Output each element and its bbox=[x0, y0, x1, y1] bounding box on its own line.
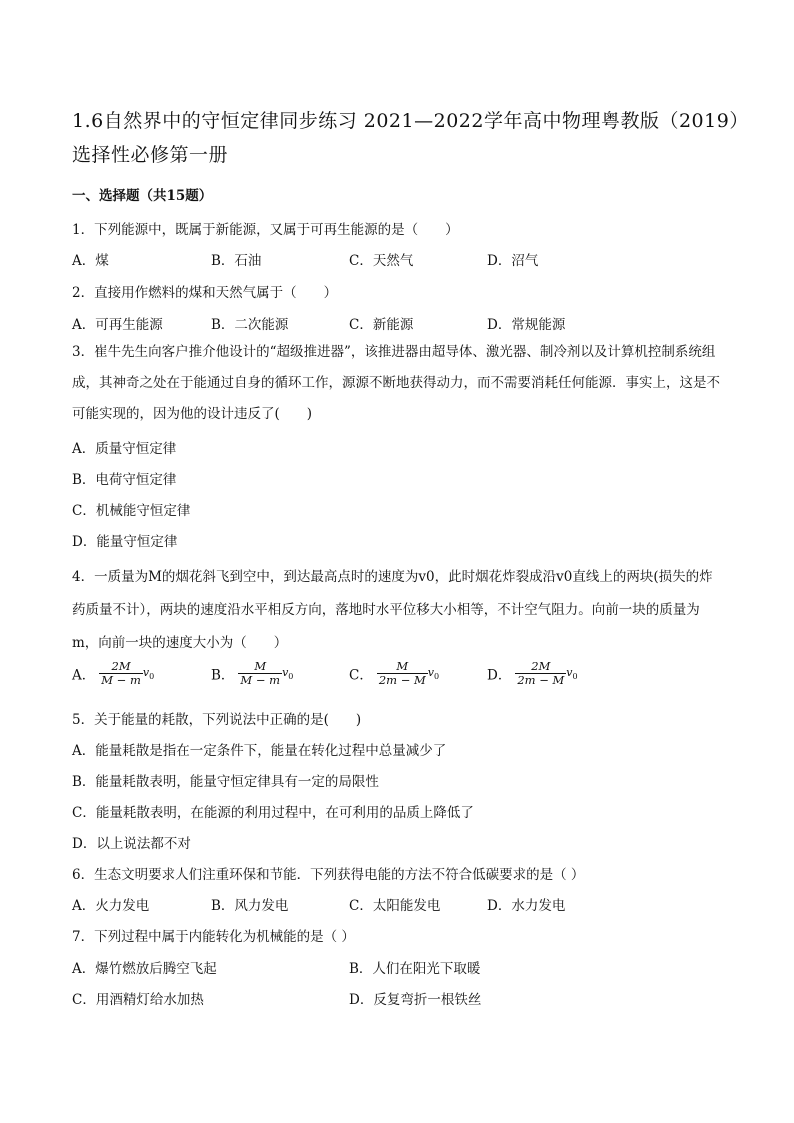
question-4-option-c: C． $\frac{M}{2m - M}$ $v_0$ bbox=[349, 659, 440, 687]
question-3-option-d: D．能量守恒定律 bbox=[72, 534, 178, 550]
question-7-option-b: B．人们在阳光下取暖 bbox=[349, 961, 481, 977]
question-7-option-a: A．爆竹燃放后腾空飞起 bbox=[72, 961, 217, 977]
velocity-symbol: $v_0$ bbox=[427, 665, 440, 682]
question-3-option-b: B．电荷守恒定律 bbox=[72, 472, 177, 488]
question-6-option-a: A．火力发电 bbox=[72, 898, 150, 914]
question-3-stem: 3．崔牛先生向客户推介他设计的“超级推进器”，该推进器由超导体、激光器、制冷剂以及计算机控制系统组成，其神奇之处在于能通过自身的循环工作，源源不断地获得动力，而不需要消耗任何能源．事实上，这是不可能实现的，因为他的设计违反了( ) bbox=[72, 344, 720, 422]
fraction: $\frac{2M}{M - m}$ bbox=[101, 659, 141, 687]
question-2-stem: 2．直接用作燃料的煤和天然气属于（ ） bbox=[72, 285, 338, 301]
velocity-symbol: $v_0$ bbox=[282, 665, 294, 682]
document-title: 1.6自然界中的守恒定律同步练习 2021—2022学年高中物理粤教版（2019）选择性必修第一册 bbox=[72, 110, 749, 166]
question-5-option-b: B．能量耗散表明，能量守恒定律具有一定的局限性 bbox=[72, 774, 379, 790]
question-7-stem: 7．下列过程中属于内能转化为机械能的是（ ） bbox=[72, 929, 355, 945]
question-1-option-b: B．石油 bbox=[211, 253, 262, 269]
fraction: $\frac{M}{2m - M}$ bbox=[378, 659, 426, 687]
question-4-option-a: A． $\frac{2M}{M - m}$ $v_0$ bbox=[72, 659, 155, 687]
fraction: $\frac{M}{M - m}$ bbox=[240, 659, 281, 687]
velocity-symbol: $v_0$ bbox=[566, 665, 578, 682]
question-5-option-d: D．以上说法都不对 bbox=[72, 836, 191, 852]
question-7-option-c: C．用酒精灯给水加热 bbox=[72, 992, 204, 1008]
question-2-option-a: A．可再生能源 bbox=[72, 317, 163, 333]
question-3-option-c: C．机械能守恒定律 bbox=[72, 503, 191, 519]
question-5-option-c: C．能量耗散表明，在能源的利用过程中，在可利用的品质上降低了 bbox=[72, 805, 474, 821]
question-6-option-c: C．太阳能发电 bbox=[349, 898, 441, 914]
question-4-stem: 4．一质量为M的烟花斜飞到空中，到达最高点时的速度为v0，此时烟花炸裂成沿v0直线上的两块(损失的炸药质量不计），两块的速度沿水平相反方向，落地时水平位移大小相等，不计空气阻力。向前一块的质量为m，向前一块的速度大小为（ ） bbox=[72, 569, 713, 651]
question-6-stem: 6．生态文明要求人们注重环保和节能．下列获得电能的方法不符合低碳要求的是（ ） bbox=[72, 867, 585, 883]
fraction: $\frac{2M}{2m - M}$ bbox=[517, 659, 565, 687]
question-6-option-d: D．水力发电 bbox=[487, 898, 566, 914]
question-5-stem: 5．关于能量的耗散，下列说法中正确的是( ) bbox=[72, 712, 362, 728]
section-heading: 一、选择题（共15题） bbox=[72, 188, 213, 204]
velocity-symbol: $v_0$ bbox=[142, 665, 155, 682]
question-1-option-c: C．天然气 bbox=[349, 253, 414, 269]
question-7-option-d: D．反复弯折一根铁丝 bbox=[349, 992, 482, 1008]
question-5-option-a: A．能量耗散是指在一定条件下，能量在转化过程中总量减少了 bbox=[72, 743, 447, 759]
question-1-option-d: D．沼气 bbox=[487, 253, 539, 269]
question-2-option-b: B．二次能源 bbox=[211, 317, 289, 333]
question-6-option-b: B．风力发电 bbox=[211, 898, 289, 914]
question-1-stem: 1．下列能源中，既属于新能源，又属于可再生能源的是（ ） bbox=[72, 222, 459, 238]
question-3-option-a: A．质量守恒定律 bbox=[72, 441, 177, 457]
question-4-option-b: B． $\frac{M}{M - m}$ $v_0$ bbox=[211, 659, 294, 687]
question-2-option-c: C．新能源 bbox=[349, 317, 414, 333]
question-1-option-a: A．煤 bbox=[72, 253, 109, 269]
question-2-option-d: D．常规能源 bbox=[487, 317, 566, 333]
question-4-option-d: D． $\frac{2M}{2m - M}$ $v_0$ bbox=[487, 659, 578, 687]
